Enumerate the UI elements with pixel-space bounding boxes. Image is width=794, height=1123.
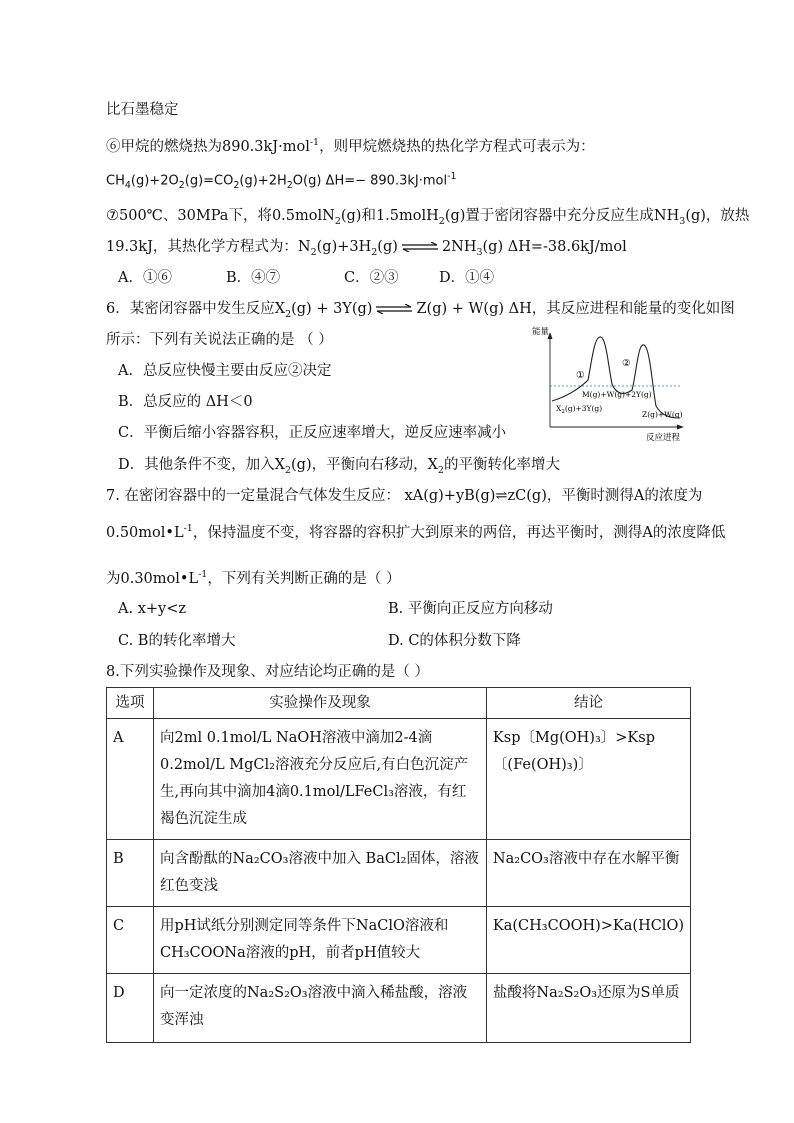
header-conclusion: 结论 (486, 688, 690, 719)
row-operation: 向2ml 0.1mol/L NaOH溶液中滴加2-4滴0.2mol/L MgCl₂溶液充分反应后,有白色沉淀产生,再向其中滴加4滴0.1mol/LFeCl₃溶液，有红褐色沉淀生成 (154, 719, 487, 840)
row-operation: 向含酚酞的Na₂CO₃溶液中加入 BaCl₂固体，溶液红色变浅 (154, 840, 487, 907)
q7-option-d: D. C的体积分数下降 (388, 633, 521, 649)
table-row (107, 907, 691, 974)
option-b: B．④⑦ (226, 270, 281, 286)
thermochemical-equation: $CH_4(g)+2O_2(g)=CO_2(g)+2H_2O(g)$ ΔH=− 890.3kJ·mol$^{-1}$ (106, 171, 457, 191)
option-d: D．①④ (439, 270, 495, 286)
q6-stem-2: 所示：下列有关说法正确的是 （ ） (106, 332, 333, 348)
q6-option-d: D．其他条件不变，加入$X_2(g)$，平衡向右移动，$X_2$的平衡转化率增大 (118, 457, 560, 476)
reactant-label: $X_2(g)+3Y(g)$ (556, 404, 603, 415)
text-line: ⑥甲烷的燃烧热为890.3kJ·mol$^{-1}$，则甲烷燃烧热的热化学方程式可表示为： (106, 137, 595, 155)
option-a: A．①⑥ (118, 270, 172, 286)
q7-stem: 7. 在密闭容器中的一定量混合气体发生反应： xA(g)+yB(g)⇌zC(g)，平衡时测得A的浓度为 (106, 488, 703, 504)
x-axis-arrow-icon (677, 425, 684, 430)
row-option: A (107, 719, 154, 840)
q5-options (118, 268, 494, 288)
header-operation: 实验操作及现象 (154, 688, 487, 719)
row-conclusion: Ksp〔Mg(OH)₃〕>Ksp〔(Fe(OH)₃)〕 (486, 719, 690, 840)
q8-stem: 8.下列实验操作及现象、对应结论均正确的是（ ） (106, 664, 429, 680)
table-header-row (107, 688, 691, 719)
y-axis-label: 能量 (532, 327, 550, 337)
option-c: C．②③ (344, 270, 399, 286)
header-option: 选项 (107, 688, 154, 719)
table-row (107, 719, 691, 840)
table-row (107, 840, 691, 907)
q6-option-a: A．总反应快慢主要由反应②决定 (118, 363, 332, 379)
equilibrium-arrow-icon (375, 304, 413, 314)
row-option: C (107, 907, 154, 974)
row-conclusion: 盐酸将Na₂S₂O₃还原为S单质 (486, 974, 690, 1043)
x-axis-label: 反应进程 (646, 433, 681, 443)
text-line: 比石墨稳定 (106, 102, 179, 118)
peak-2-label: ② (622, 358, 631, 369)
equilibrium-arrow-icon (401, 242, 439, 252)
q7-stem-2: $0.50mol•L^{-1}$，保持温度不变，将容器的容积扩大到原来的两倍，再达平衡时，测得A的浓度降低 (106, 523, 726, 541)
row-conclusion: Ka(CH₃COOH)>Ka(HClO) (486, 907, 690, 974)
intermediate-label: M(g)+W(g)+2Y(g) (582, 390, 652, 399)
product-label: Z(g)+W(g) (642, 410, 683, 419)
text-line: ⑦500℃、30MPa下，将0.5molN$_2$(g)和1.5molH$_2$(g)置于密闭容器中充分反应生成$NH_3(g)$，放热 (106, 208, 750, 227)
q7-option-a: A. x+y<z (118, 601, 186, 617)
q6-option-c: C．平衡后缩小容器容积，正反应速率增大，逆反应速率减小 (118, 425, 507, 441)
energy-profile-diagram (528, 324, 688, 446)
row-conclusion: Na₂CO₃溶液中存在水解平衡 (486, 840, 690, 907)
row-operation: 用pH试纸分别测定同等条件下NaClO溶液和CH₃COONa溶液的pH，前者pH值较大 (154, 907, 487, 974)
q6-stem: 6．某密闭容器中发生反应$X_2(g) + 3Y(g)$ Z(g) + W(g) ΔH，其反应进程和能量的变化如图 (106, 301, 735, 320)
table-row (107, 974, 691, 1043)
text-line: 19.3kJ，其热化学方程式为：$N_2(g)+3H_2(g)$ $2NH_3(g)$ ΔH=-38.6kJ/mol (106, 239, 627, 258)
q6-option-b: B．总反应的 ΔH＜0 (118, 394, 253, 410)
q7-option-b: B. 平衡向正反应方向移动 (388, 601, 553, 617)
row-option: D (107, 974, 154, 1043)
q7-stem-3: 为$0.30mol•L^{-1}$，下列有关判断正确的是（ ） (106, 569, 401, 587)
row-option: B (107, 840, 154, 907)
row-operation: 向一定浓度的Na₂S₂O₃溶液中滴入稀盐酸，溶液变浑浊 (154, 974, 487, 1043)
q7-option-c: C. B的转化率增大 (118, 633, 236, 649)
peak-1-label: ① (576, 370, 585, 381)
experiment-table (106, 687, 691, 1043)
